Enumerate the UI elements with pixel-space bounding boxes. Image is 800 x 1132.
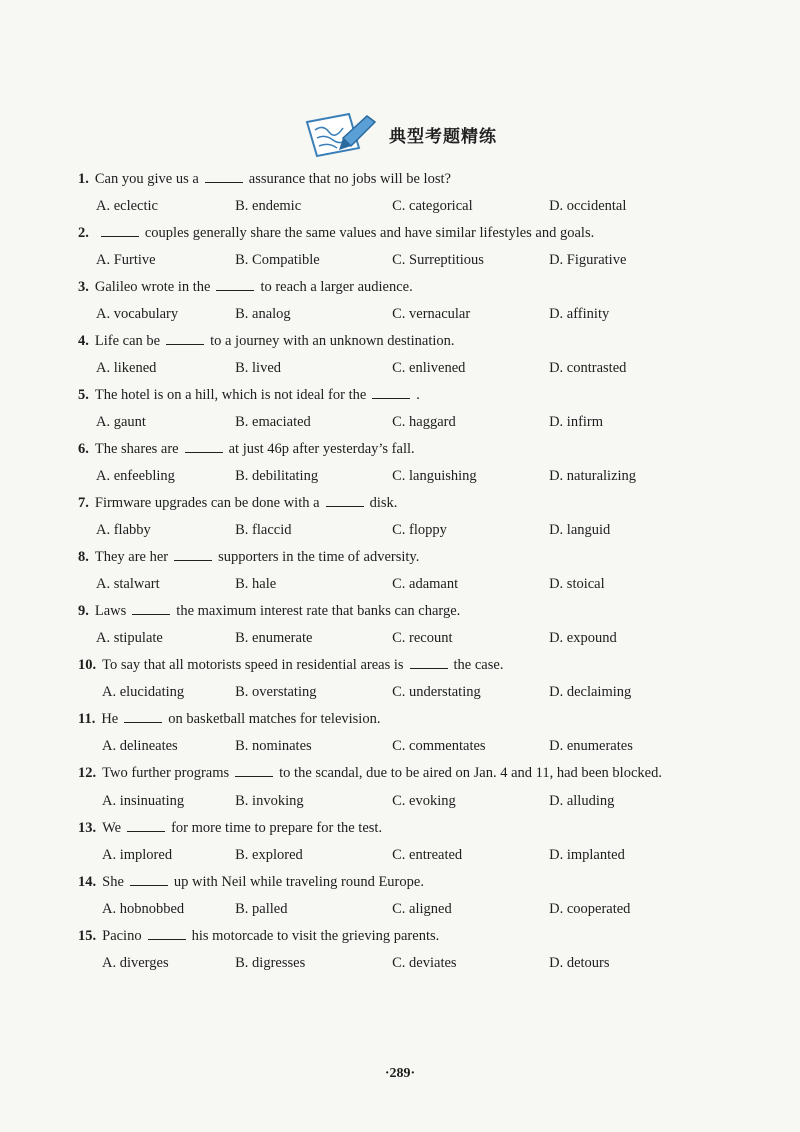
answer-option: C. vernacular [392,306,471,322]
answer-option: B. analog [235,306,291,322]
question-text-before-blank: We [102,820,122,836]
answer-option: B. enumerate [235,630,313,646]
question-stem [78,220,718,246]
question-number: 10. [78,657,97,673]
answer-option: B. hale [235,576,277,592]
question-text-before-blank: She [102,874,124,890]
question-number: 1. [78,171,89,187]
question-text-after-blank: to reach a larger audience. [260,279,413,295]
question-stem [78,382,718,408]
question-text-before-blank: To say that all motorists speed in residential areas is [102,657,404,673]
question-item [78,869,718,923]
question-number: 2. [78,225,89,241]
question-text-after-blank: to a journey with an unknown destination. [210,333,455,349]
question-text-after-blank: the maximum interest rate that banks can charge. [176,603,461,619]
answer-option: D. contrasted [549,360,627,376]
answer-option: B. Compatible [235,252,320,268]
answer-blank[interactable] [185,439,223,453]
question-number: 5. [78,387,89,403]
question-number: 9. [78,603,89,619]
question-item [78,544,718,598]
question-text-after-blank: up with Neil while traveling round Europe. [173,874,424,890]
question-item [78,274,718,328]
question-text-after-blank: to the scandal, due to be aired on Jan. 4 and 11, had been blocked. [279,765,662,781]
question-text-after-blank: for more time to prepare for the test. [171,820,383,836]
answer-option: A. implored [102,847,173,863]
answer-option: B. invoking [235,793,304,809]
question-text-after-blank: his motorcade to visit the grieving parents. [191,928,440,944]
question-stem [78,436,718,462]
answer-blank[interactable] [372,385,410,399]
answer-option: A. likened [96,360,157,376]
answer-option: D. implanted [549,847,625,863]
question-text-before-blank: Galileo wrote in the [94,279,211,295]
question-item [78,815,718,869]
answer-option: C. aligned [392,901,452,917]
answer-options [78,462,718,490]
answer-options [78,732,718,760]
answer-options [78,192,718,220]
answer-options [78,895,718,923]
answer-option: C. adamant [392,576,459,592]
question-stem [78,328,718,354]
question-number: 7. [78,495,89,511]
question-item [78,760,718,815]
answer-option: D. alluding [549,793,615,809]
answer-option: A. stipulate [96,630,163,646]
answer-option: A. delineates [102,738,178,754]
answer-blank[interactable] [166,331,204,345]
question-stem [78,923,718,949]
answer-blank[interactable] [124,709,162,723]
question-list [78,166,718,977]
answer-option: C. haggard [392,414,456,430]
question-stem [78,760,718,787]
answer-option: B. debilitating [235,468,319,484]
answer-blank[interactable] [326,493,364,507]
question-text-before-blank: Firmware upgrades can be done with a [94,495,320,511]
answer-option: D. enumerates [549,738,633,754]
question-item [78,436,718,490]
page-number: ·289· [384,1066,416,1081]
answer-options [78,246,718,274]
question-text-before-blank: Two further programs [102,765,230,781]
answer-option: B. emaciated [235,414,311,430]
question-text-after-blank: on basketball matches for television. [168,711,381,727]
question-item [78,923,718,977]
answer-option: A. Furtive [96,252,156,268]
question-text-before-blank: The hotel is on a hill, which is not ideal for the [94,387,367,403]
question-stem [78,544,718,570]
answer-option: D. languid [549,522,611,538]
question-text-before-blank: The shares are [94,441,179,457]
pen-paper-icon [303,108,381,160]
answer-option: B. digresses [235,955,306,971]
question-text-after-blank: . [416,387,420,403]
answer-option: A. enfeebling [96,468,175,484]
answer-blank[interactable] [174,547,212,561]
question-text-after-blank: the case. [453,657,504,673]
question-text-after-blank: disk. [369,495,398,511]
answer-option: C. recount [392,630,453,646]
question-stem [78,706,718,732]
question-number: 6. [78,441,89,457]
answer-option: B. palled [235,901,288,917]
section-header [0,108,800,160]
question-text-after-blank: assurance that no jobs will be lost? [248,171,451,187]
answer-option: A. hobnobbed [102,901,185,917]
answer-option: C. understating [392,684,481,700]
answer-option: B. overstating [235,684,317,700]
question-item [78,166,718,220]
answer-blank[interactable] [410,655,448,669]
answer-option: C. evoking [392,793,456,809]
answer-option: A. elucidating [102,684,185,700]
question-text-before-blank: Pacino [102,928,142,944]
answer-option: D. detours [549,955,610,971]
answer-option: A. eclectic [96,198,158,214]
answer-option: B. endemic [235,198,302,214]
answer-options [78,516,718,544]
answer-option: D. affinity [549,306,610,322]
answer-option: D. naturalizing [549,468,637,484]
answer-option: A. gaunt [96,414,146,430]
question-stem [78,815,718,841]
question-number: 11. [78,711,96,727]
question-text-before-blank: Laws [94,603,127,619]
answer-option: C. commentates [392,738,486,754]
question-text-after-blank: at just 46p after yesterday’s fall. [228,441,415,457]
answer-blank[interactable] [205,169,243,183]
answer-blank[interactable] [235,763,273,777]
section-title: 典型考题精练 [389,126,497,147]
answer-blank[interactable] [132,601,170,615]
answer-option: C. enlivened [392,360,466,376]
answer-option: A. insinuating [102,793,185,809]
answer-option: D. declaiming [549,684,632,700]
answer-option: D. stoical [549,576,605,592]
section-header-inner [303,108,497,160]
answer-option: D. cooperated [549,901,631,917]
answer-blank[interactable] [130,872,168,886]
answer-option: A. diverges [102,955,169,971]
answer-option: B. explored [235,847,303,863]
answer-option: B. lived [235,360,282,376]
answer-options [78,354,718,382]
question-item [78,220,718,274]
answer-options [78,949,718,977]
answer-option: D. expound [549,630,617,646]
answer-option: D. occidental [549,198,627,214]
answer-option: C. deviates [392,955,457,971]
answer-options [78,624,718,652]
question-stem [78,274,718,300]
question-text-after-blank: supporters in the time of adversity. [218,549,420,565]
question-text-after-blank: couples generally share the same values and have similar lifestyles and goals. [144,225,595,241]
question-text-before-blank: He [101,711,119,727]
question-item [78,328,718,382]
question-stem [78,652,718,678]
question-item [78,598,718,652]
question-number: 4. [78,333,89,349]
answer-option: C. Surreptitious [392,252,484,268]
answer-option: B. nominates [235,738,312,754]
answer-options [78,570,718,598]
answer-options [78,408,718,436]
question-number: 15. [78,928,97,944]
answer-blank[interactable] [148,926,186,940]
question-number: 14. [78,874,97,890]
question-stem [78,869,718,895]
question-number: 8. [78,549,89,565]
answer-options [78,787,718,815]
answer-option: C. languishing [392,468,477,484]
question-item [78,382,718,436]
question-text-before-blank: They are her [94,549,169,565]
question-number: 3. [78,279,89,295]
question-text-before-blank: Can you give us a [94,171,199,187]
question-item [78,706,718,760]
question-text-before-blank: Life can be [94,333,161,349]
question-item [78,490,718,544]
question-stem [78,598,718,624]
answer-blank[interactable] [101,223,139,237]
answer-blank[interactable] [127,818,165,832]
answer-option: A. flabby [96,522,151,538]
answer-option: A. vocabulary [96,306,179,322]
answer-option: C. entreated [392,847,463,863]
question-number: 12. [78,765,97,781]
answer-option: D. Figurative [549,252,627,268]
answer-option: D. infirm [549,414,604,430]
answer-options [78,678,718,706]
answer-option: B. flaccid [235,522,292,538]
answer-option: C. floppy [392,522,447,538]
answer-options [78,300,718,328]
answer-options [78,841,718,869]
answer-option: C. categorical [392,198,473,214]
question-item [78,652,718,706]
question-number: 13. [78,820,97,836]
answer-option: A. stalwart [96,576,160,592]
question-stem [78,166,718,192]
answer-blank[interactable] [216,277,254,291]
question-stem [78,490,718,516]
